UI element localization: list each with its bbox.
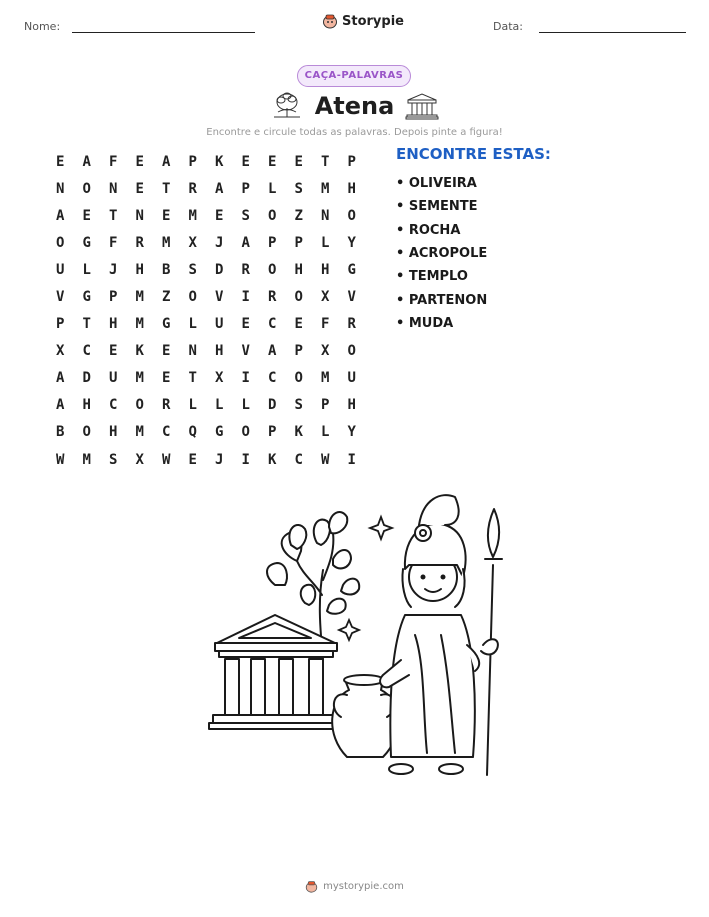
page-title: Atena [314, 92, 395, 120]
grid-letter[interactable]: X [135, 451, 144, 468]
grid-letter[interactable]: N [135, 207, 144, 224]
grid-letter[interactable]: W [321, 451, 330, 468]
grid-letter[interactable]: T [188, 370, 197, 387]
grid-letter[interactable]: S [241, 207, 250, 224]
grid-letter[interactable]: P [109, 289, 118, 306]
grid-letter[interactable]: E [241, 316, 250, 333]
grid-letter[interactable]: M [188, 207, 197, 224]
date-line[interactable] [539, 32, 686, 33]
grid-letter[interactable]: O [56, 234, 65, 251]
word-search-grid[interactable] [47, 148, 365, 473]
grid-letter[interactable]: A [241, 234, 250, 251]
grid-letter[interactable]: M [135, 316, 144, 333]
grid-letter[interactable]: K [294, 424, 303, 441]
grid-letter[interactable]: E [135, 153, 144, 170]
grid-letter[interactable]: L [188, 316, 197, 333]
grid-letter[interactable]: C [82, 343, 91, 360]
grid-letter[interactable]: T [162, 180, 171, 197]
grid-letter[interactable]: X [56, 343, 65, 360]
grid-letter[interactable]: T [109, 207, 118, 224]
grid-letter[interactable]: K [268, 451, 277, 468]
grid-letter[interactable]: N [188, 343, 197, 360]
word-list-item: • OLIVEIRA [396, 176, 477, 192]
grid-letter[interactable]: F [109, 234, 118, 251]
grid-letter[interactable]: E [294, 316, 303, 333]
grid-letter[interactable]: U [109, 370, 118, 387]
grid-letter[interactable]: E [135, 180, 144, 197]
grid-letter[interactable]: H [347, 397, 356, 414]
grid-letter[interactable]: L [82, 261, 91, 278]
grid-letter[interactable]: O [268, 261, 277, 278]
grid-letter[interactable]: B [56, 424, 65, 441]
grid-letter[interactable]: E [215, 207, 224, 224]
grid-letter[interactable]: O [82, 180, 91, 197]
grid-letter[interactable]: A [82, 153, 91, 170]
grid-letter[interactable]: C [268, 316, 277, 333]
grid-letter[interactable]: R [347, 316, 356, 333]
grid-letter[interactable]: P [294, 343, 303, 360]
grid-letter[interactable]: P [294, 234, 303, 251]
grid-letter[interactable]: X [188, 234, 197, 251]
grid-letter[interactable]: V [347, 289, 356, 306]
grid-letter[interactable]: A [162, 153, 171, 170]
grid-letter[interactable]: V [241, 343, 250, 360]
grid-letter[interactable]: O [82, 424, 91, 441]
grid-letter[interactable]: N [56, 180, 65, 197]
grid-letter[interactable]: M [135, 424, 144, 441]
storypie-mascot-icon [305, 880, 318, 893]
grid-letter[interactable]: K [215, 153, 224, 170]
grid-letter[interactable]: A [268, 343, 277, 360]
grid-letter[interactable]: P [347, 153, 356, 170]
grid-letter[interactable]: S [294, 397, 303, 414]
grid-letter[interactable]: C [268, 370, 277, 387]
name-label: Nome: [24, 20, 61, 33]
temple-icon [405, 92, 439, 120]
grid-letter[interactable]: E [162, 343, 171, 360]
grid-letter[interactable]: E [162, 370, 171, 387]
brand-name: Storypie [342, 13, 404, 29]
grid-letter[interactable]: L [321, 234, 330, 251]
word-list-title: ENCONTRE ESTAS: [396, 145, 551, 163]
grid-letter[interactable]: E [162, 207, 171, 224]
grid-letter[interactable]: X [321, 343, 330, 360]
grid-letter[interactable]: H [109, 424, 118, 441]
grid-letter[interactable]: C [109, 397, 118, 414]
grid-letter[interactable]: R [241, 261, 250, 278]
athena-coloring-illustration[interactable] [205, 485, 515, 785]
grid-letter[interactable]: R [188, 180, 197, 197]
grid-letter[interactable]: G [82, 234, 91, 251]
grid-letter[interactable]: N [109, 180, 118, 197]
grid-letter[interactable]: W [56, 451, 65, 468]
grid-letter[interactable]: O [135, 397, 144, 414]
grid-letter[interactable]: O [268, 207, 277, 224]
grid-letter[interactable]: M [162, 234, 171, 251]
grid-letter[interactable]: P [241, 180, 250, 197]
grid-letter[interactable]: D [215, 261, 224, 278]
grid-letter[interactable]: H [215, 343, 224, 360]
grid-letter[interactable]: Z [294, 207, 303, 224]
grid-letter[interactable]: I [241, 289, 250, 306]
grid-letter[interactable]: E [241, 153, 250, 170]
grid-letter[interactable]: B [162, 261, 171, 278]
storypie-mascot-icon [322, 13, 338, 29]
grid-letter[interactable]: C [162, 424, 171, 441]
grid-letter[interactable]: H [294, 261, 303, 278]
grid-letter[interactable]: O [294, 370, 303, 387]
grid-letter[interactable]: F [109, 153, 118, 170]
grid-letter[interactable]: Y [347, 234, 356, 251]
grid-letter[interactable]: H [321, 261, 330, 278]
grid-letter[interactable]: E [188, 451, 197, 468]
grid-letter[interactable]: I [347, 451, 356, 468]
word-list-item: • MUDA [396, 315, 454, 331]
grid-letter[interactable]: H [82, 397, 91, 414]
grid-letter[interactable]: G [82, 289, 91, 306]
grid-letter[interactable]: H [347, 180, 356, 197]
grid-letter[interactable]: E [56, 153, 65, 170]
grid-letter[interactable]: R [135, 234, 144, 251]
grid-letter[interactable]: L [241, 397, 250, 414]
grid-letter[interactable]: W [162, 451, 171, 468]
grid-letter[interactable]: L [188, 397, 197, 414]
grid-letter[interactable]: M [135, 289, 144, 306]
grid-letter[interactable]: D [82, 370, 91, 387]
grid-letter[interactable]: M [321, 370, 330, 387]
grid-letter[interactable]: E [294, 153, 303, 170]
grid-letter[interactable]: J [215, 234, 224, 251]
grid-letter[interactable]: P [268, 424, 277, 441]
grid-letter[interactable]: T [321, 153, 330, 170]
grid-letter[interactable]: I [241, 370, 250, 387]
grid-letter[interactable]: A [56, 207, 65, 224]
grid-letter[interactable]: U [215, 316, 224, 333]
word-list-item: • PARTENON [396, 292, 488, 308]
grid-letter[interactable]: O [241, 424, 250, 441]
footer [0, 880, 709, 893]
grid-letter[interactable]: E [82, 207, 91, 224]
grid-letter[interactable]: R [268, 289, 277, 306]
grid-letter[interactable]: S [109, 451, 118, 468]
grid-letter[interactable]: F [321, 316, 330, 333]
grid-letter[interactable]: A [56, 397, 65, 414]
grid-letter[interactable]: N [321, 207, 330, 224]
grid-letter[interactable]: G [162, 316, 171, 333]
grid-letter[interactable]: P [268, 234, 277, 251]
grid-letter[interactable]: K [135, 343, 144, 360]
grid-letter[interactable]: M [135, 370, 144, 387]
grid-letter[interactable]: U [347, 370, 356, 387]
grid-letter[interactable]: R [162, 397, 171, 414]
grid-letter[interactable]: O [294, 289, 303, 306]
grid-letter[interactable]: D [268, 397, 277, 414]
grid-letter[interactable]: G [215, 424, 224, 441]
grid-letter[interactable]: L [321, 424, 330, 441]
grid-letter[interactable]: S [294, 180, 303, 197]
grid-letter[interactable]: M [321, 180, 330, 197]
instructions: Encontre e circule todas as palavras. Depois pinte a figura! [206, 127, 503, 138]
grid-letter[interactable]: O [347, 207, 356, 224]
grid-letter[interactable]: T [82, 316, 91, 333]
grid-letter[interactable]: Y [347, 424, 356, 441]
grid-letter[interactable]: V [215, 289, 224, 306]
grid-letter[interactable]: V [56, 289, 65, 306]
grid-letter[interactable]: E [268, 153, 277, 170]
grid-letter[interactable]: O [347, 343, 356, 360]
word-list [396, 172, 487, 335]
grid-letter[interactable]: P [188, 153, 197, 170]
word-list-item: • TEMPLO [396, 269, 468, 285]
grid-letter[interactable]: H [135, 261, 144, 278]
word-list-item: • ACROPOLE [396, 246, 488, 262]
grid-letter[interactable]: J [109, 261, 118, 278]
grid-letter[interactable]: L [215, 397, 224, 414]
grid-letter[interactable]: E [109, 343, 118, 360]
grid-letter[interactable]: I [241, 451, 250, 468]
grid-letter[interactable]: G [347, 261, 356, 278]
brand-logo [322, 13, 404, 29]
grid-letter[interactable]: L [268, 180, 277, 197]
grid-letter[interactable]: A [215, 180, 224, 197]
date-label: Data: [493, 20, 523, 33]
grid-letter[interactable]: P [56, 316, 65, 333]
grid-letter[interactable]: O [188, 289, 197, 306]
grid-letter[interactable]: X [321, 289, 330, 306]
name-line[interactable] [72, 32, 255, 33]
grid-letter[interactable]: A [56, 370, 65, 387]
activity-badge: CAÇA-PALAVRAS [297, 65, 411, 87]
footer-url[interactable]: mystorypie.com [323, 881, 404, 892]
grid-letter[interactable]: X [215, 370, 224, 387]
grid-letter[interactable]: P [321, 397, 330, 414]
word-list-item: • SEMENTE [396, 199, 478, 215]
grid-letter[interactable]: J [215, 451, 224, 468]
grid-letter[interactable]: M [82, 451, 91, 468]
grid-letter[interactable]: C [294, 451, 303, 468]
grid-letter[interactable]: Z [162, 289, 171, 306]
grid-letter[interactable]: U [56, 261, 65, 278]
grid-letter[interactable]: H [109, 316, 118, 333]
word-list-item: • ROCHA [396, 222, 461, 238]
grid-letter[interactable]: S [188, 261, 197, 278]
grid-letter[interactable]: Q [188, 424, 197, 441]
